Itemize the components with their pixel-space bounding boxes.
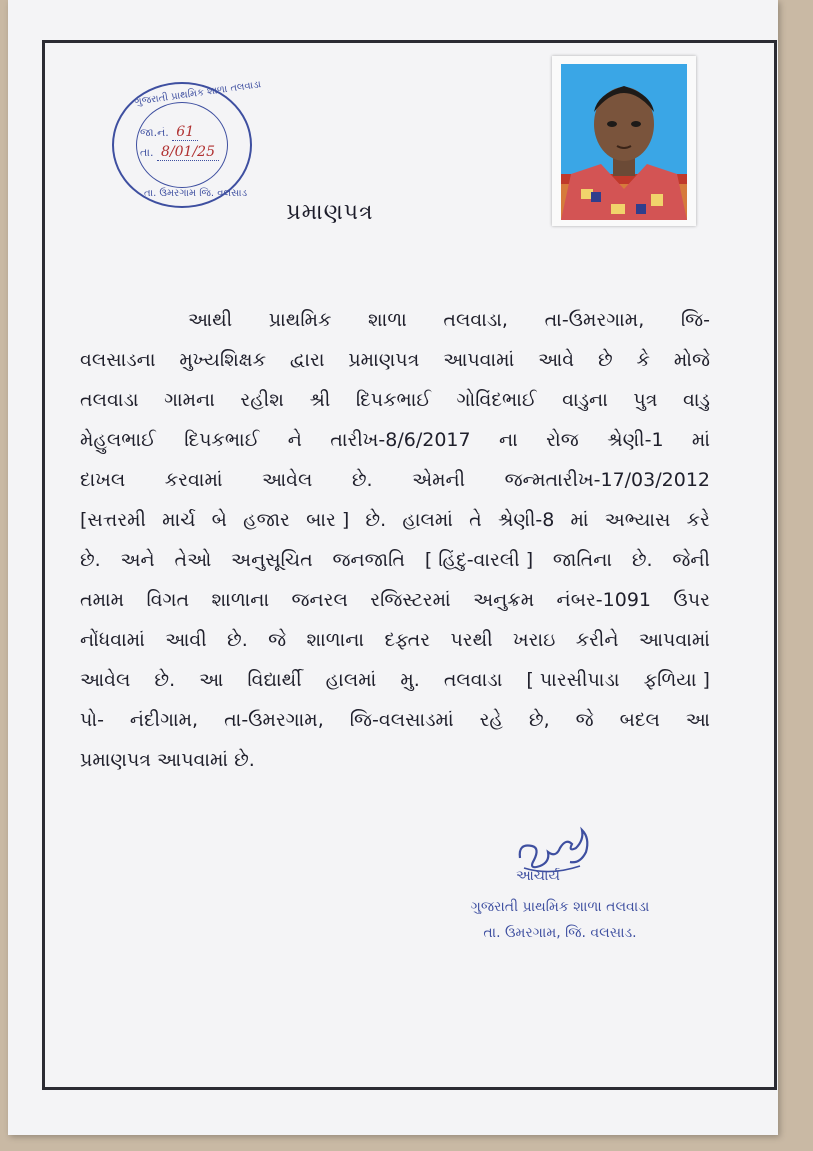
body-word: છે. (80, 549, 101, 571)
body-line (80, 700, 710, 740)
body-line (80, 620, 710, 660)
body-word: ઉપર (673, 589, 710, 611)
body-word: શાળાના (306, 629, 365, 651)
body-word: પુત્ર (633, 389, 658, 411)
body-word: જેની (672, 549, 710, 571)
body-word: એમની (412, 469, 466, 491)
signature-stamp (450, 870, 670, 946)
body-word: રહે (479, 709, 503, 731)
body-line (80, 420, 710, 460)
body-word: ને (287, 429, 302, 451)
body-word: બાર ] (306, 509, 350, 531)
school-seal (112, 79, 262, 208)
body-word: વલસાડના (80, 349, 156, 371)
body-line (80, 540, 710, 580)
body-word: વિગત (146, 589, 190, 611)
body-word: હાલમાં (325, 669, 377, 691)
body-word: [સત્તરમી (80, 509, 146, 531)
body-word: જનરલ (291, 589, 348, 611)
body-word: પ્રમાણપત્ર (348, 349, 420, 371)
body-word: શાળાના (211, 589, 270, 611)
body-word: અનુક્રમ (473, 589, 535, 611)
student-photo-image (561, 64, 687, 220)
body-word: છે (597, 349, 613, 371)
body-word: દિપકભાઈ (184, 429, 260, 451)
body-word: રોજ (546, 429, 579, 451)
body-word: તા-ઉમરગામ, (224, 709, 324, 731)
body-word: છે. (365, 509, 387, 531)
body-word: બે (211, 509, 227, 531)
body-word: આ (199, 669, 224, 691)
body-word: રજિસ્ટરમાં (370, 589, 451, 611)
body-word: ખરાઇ (513, 629, 556, 651)
body-word: જનજાતિ (332, 549, 406, 571)
body-word: વાડુ (683, 389, 710, 411)
body-word: પરથી (450, 629, 493, 651)
body-word: દ્વારા (289, 349, 325, 371)
body-word: [ હિંદુ-વારલી ] (424, 549, 534, 571)
seal-date-label: તા. (140, 146, 154, 159)
body-word: અભ્યાસ (604, 509, 671, 531)
body-word: જિ- (680, 309, 710, 331)
body-word: અનુસૂચિત (231, 549, 313, 571)
body-line (80, 460, 710, 500)
seal-date-value: 8/01/25 (157, 144, 219, 161)
body-word: આવે (538, 349, 575, 371)
body-word: માં (691, 429, 710, 451)
seal-jaavak-number: 61 (172, 124, 198, 141)
certificate-title: પ્રમાણપત્ર (286, 200, 374, 225)
body-word: ફળિયા ] (643, 669, 710, 691)
body-word: પો- (80, 709, 104, 731)
body-line (80, 500, 710, 540)
body-word: પ્રમાણપત્ર આપવામાં છે. (80, 749, 255, 771)
body-line (80, 580, 710, 620)
body-word: નંદીગામ, (129, 709, 199, 731)
body-word: જે (575, 709, 594, 731)
body-word: દફ્તર (384, 629, 431, 651)
body-word: છે, (528, 709, 550, 731)
body-word: હજાર (243, 509, 290, 531)
body-word: આપવામાં (638, 629, 710, 651)
body-word: કે (636, 349, 650, 371)
body-line (80, 300, 710, 340)
body-line (80, 380, 710, 420)
body-word: નોંધવામાં (80, 629, 145, 651)
body-word: તલવાડા (80, 389, 139, 411)
body-word: તલવાડા, (443, 309, 508, 331)
body-word: ગામના (164, 389, 215, 411)
body-word: પ્રાથમિક (268, 309, 332, 331)
body-word: દિપકભાઈ (355, 389, 432, 411)
body-word: આવેલ (262, 469, 313, 491)
body-word: વિદ્યાર્થી (247, 669, 302, 691)
body-word: શ્રેણી-8 (497, 509, 555, 531)
body-word: ના (498, 429, 518, 451)
seal-jaavak-label: જા.નં. (140, 126, 169, 139)
body-word: જન્મતારીખ-17/03/2012 (504, 469, 710, 491)
body-word: તલવાડા (443, 669, 503, 691)
body-word: મોજે (673, 349, 710, 371)
signature-address: તા. ઉમરગામ, જિ. વલસાડ. (483, 925, 637, 941)
seal-date-row (140, 144, 219, 160)
body-word: દાખલ (80, 469, 126, 491)
body-word: જે (268, 629, 287, 651)
seal-jaavak-row (140, 124, 198, 140)
body-word: આપવામાં (443, 349, 515, 371)
body-word: હાલમાં (402, 509, 453, 531)
body-word: આવેલ (80, 669, 131, 691)
body-word: તમામ (80, 589, 125, 611)
body-word: માર્ચ (162, 509, 196, 531)
body-word: બદલ (619, 709, 660, 731)
body-word: તે (469, 509, 482, 531)
body-word: તારીખ-8/6/2017 (330, 429, 471, 451)
body-line (80, 740, 710, 780)
body-word: કરીને (575, 629, 619, 651)
body-word: જિ-વલસાડમાં (349, 709, 454, 731)
body-word: શ્રેણી-1 (607, 429, 664, 451)
body-word: છે. (154, 669, 176, 691)
body-word: તા-ઉમરગામ, (544, 309, 645, 331)
body-word: શ્રી (309, 389, 331, 411)
body-word: માં (570, 509, 589, 531)
body-line (80, 660, 710, 700)
signature-school: ગુજરાતી પ્રાથમિક શાળા તલવાડા (470, 899, 650, 915)
certificate-body (80, 300, 710, 780)
body-word: નંબર-1091 (556, 589, 651, 611)
seal-ring-top: ગુજરાતી પ્રાથમિક શાળા તલવાડા (133, 79, 262, 108)
body-word: આવી (165, 629, 207, 651)
body-word: મુ. (400, 669, 420, 691)
body-word: રહીશ (240, 389, 284, 411)
body-line (80, 340, 710, 380)
body-word: મુખ્યશિક્ષક (179, 349, 267, 371)
body-word: [ પારસીપાડા (526, 669, 620, 691)
body-word: તેઓ (174, 549, 212, 571)
body-word: છે. (631, 549, 653, 571)
body-word: કરવામાં (164, 469, 223, 491)
body-word: જાતિના (552, 549, 613, 571)
body-word: કરે (686, 509, 710, 531)
body-word: છે. (351, 469, 373, 491)
body-word: વાડુના (562, 389, 608, 411)
seal-ring-bottom: તા. ઉમરગામ જિ. વલસાડ (144, 188, 248, 199)
body-word: મેહુલભાઈ (80, 429, 156, 451)
body-word: છે. (227, 629, 248, 651)
body-word: ગોવિંદભાઈ (456, 389, 537, 411)
body-word: આ (685, 709, 710, 731)
body-word: શાળા (368, 309, 407, 331)
body-word: અને (120, 549, 155, 571)
signature-designation: આચાર્ય (516, 868, 560, 884)
body-word: આથી (188, 309, 233, 331)
